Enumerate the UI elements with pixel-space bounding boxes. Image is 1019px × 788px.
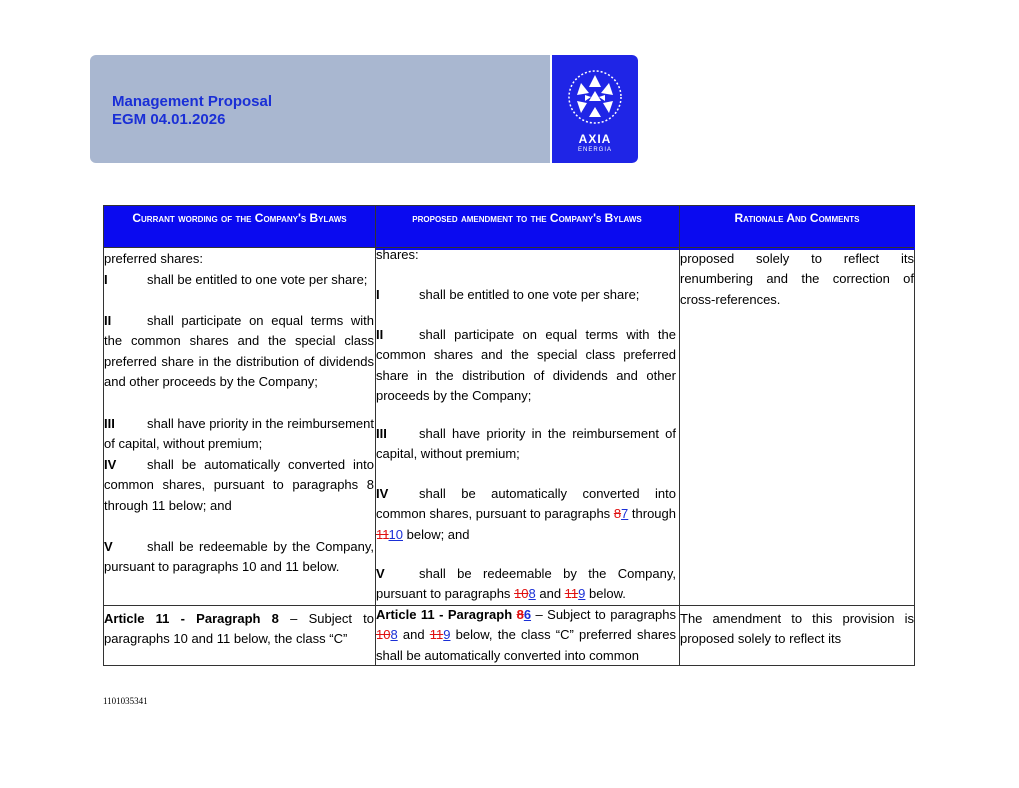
- item-ii: II shall participate on equal terms with the common shares and the special class preferred share in the distribution of dividends and other proceeds by the Company;: [104, 313, 374, 389]
- amendment-table: Currant wording of the Company's Bylaws proposed amendment to the Company's Bylaws Rationale And Comments preferred shares: I shall be entitled to one vote per share; II shall participate on equal terms with the common shares and the special class preferred share in the distribution of dividends and other proceeds by the Company; III shall have priority in the reimbursement of capital, without premium; IV shall be automatically converted into common shares, pursuant to paragraphs 8 through 11 below; and V shall be redeemable by the Company, pursuant to paragraphs 10 and 11 below. Article 11 - Paragraph 8 – Subject to paragraphs 10 and 11 below, the class “C” shares: I shall be entitled to one vote per share; II shall participate on equal terms with the common shares and the special class preferred share in the distribution of dividends and other proceeds by the Company; III shall have priority in the reimbursement of capital, without premium; IV shall be automatically converted into common shares, pursuant to paragraphs 87 through 1110 below; and V shall be redeemable by the Company, pursuant to paragraphs 108 and 119 below. Article 11 - Paragraph 86 – Subject to paragraphs 108 and 119 below, the class “C” preferred shares shall be automatically converted into common proposed solely to reflect its renumbering and the correction of cross-references. The amendment to this provision is proposed solely to reflect its: [103, 205, 915, 666]
- article-11-proposed: Article 11 - Paragraph 86 – Subject to paragraphs 108 and 119 below, the class “C” preferred shares shall be automatically converted into common: [376, 607, 676, 663]
- article-11-current: Article 11 - Paragraph 8 – Subject to paragraphs 10 and 11 below, the class “C”: [104, 611, 374, 647]
- item-v: V shall be redeemable by the Company, pursuant to paragraphs 108 and 119 below.: [376, 566, 676, 602]
- axia-logo: AXIA ENERGIA: [552, 55, 638, 163]
- document-subtitle: EGM 04.01.2026: [112, 111, 226, 128]
- item-i: I shall be entitled to one vote per share;: [376, 287, 640, 302]
- document-title: Management Proposal: [112, 93, 273, 110]
- item-iii: III shall have priority in the reimbursement of capital, without premium;: [376, 426, 676, 462]
- column-header-current: Currant wording of the Company's Bylaws: [104, 206, 375, 248]
- item-i: I shall be entitled to one vote per share;: [104, 272, 368, 287]
- column-header-proposed: proposed amendment to the Company's Bylaws: [375, 206, 679, 250]
- globe-icon: [567, 69, 623, 125]
- item-iii: III shall have priority in the reimbursement of capital, without premium;: [104, 416, 374, 452]
- header-banner: [90, 55, 550, 163]
- item-iv: IV shall be automatically converted into common shares, pursuant to paragraphs 87 through 1110 below; and: [376, 486, 676, 542]
- item-ii: II shall participate on equal terms with the common shares and the special class preferred share in the distribution of dividends and other proceeds by the Company;: [376, 327, 676, 403]
- item-v: V shall be redeemable by the Company, pursuant to paragraphs 10 and 11 below.: [104, 539, 374, 575]
- column-header-rationale: Rationale And Comments: [679, 206, 915, 250]
- item-iv: IV shall be automatically converted into common shares, pursuant to paragraphs 8 through 11 below; and: [104, 457, 374, 513]
- document-id: 1101035341: [103, 696, 148, 706]
